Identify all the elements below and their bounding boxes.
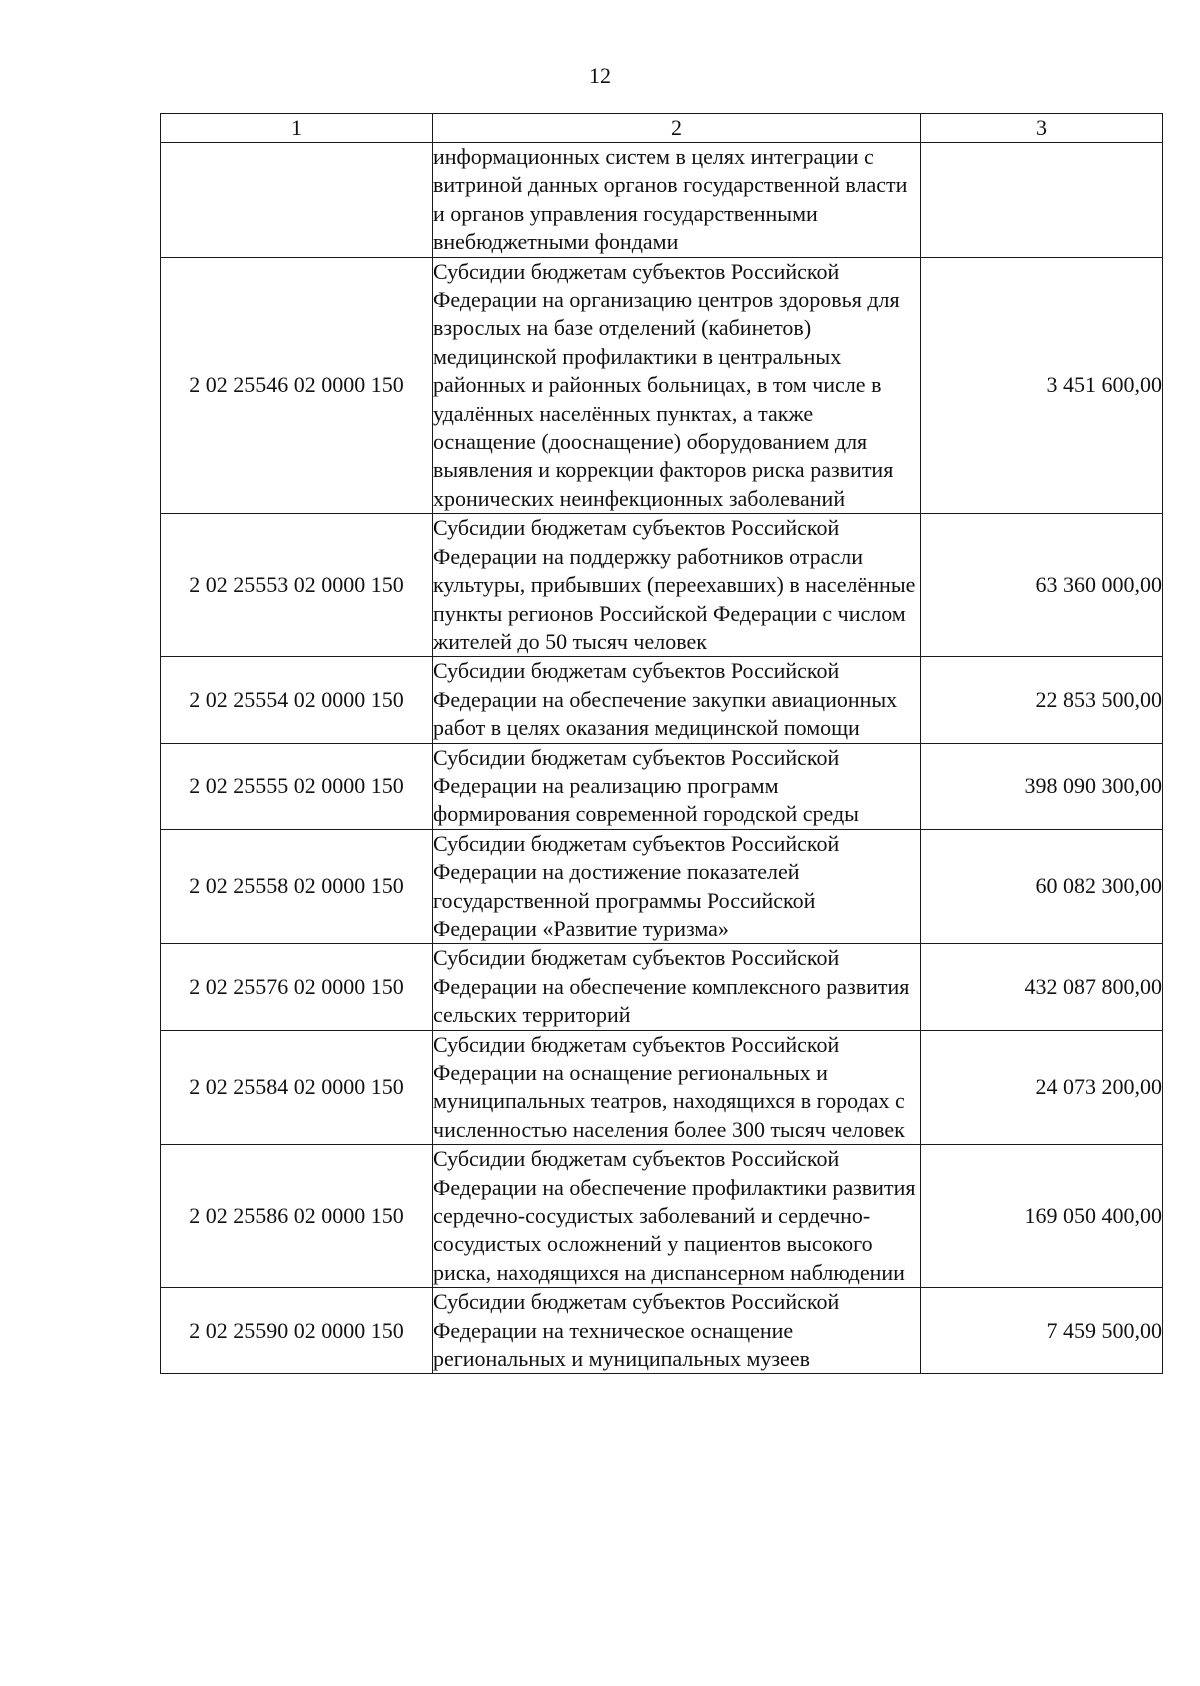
budget-code-cell: 2 02 25546 02 0000 150	[161, 257, 433, 514]
amount-cell: 7 459 500,00	[921, 1288, 1163, 1374]
budget-table	[160, 113, 1163, 1374]
table-header-row	[161, 114, 1163, 143]
amount-cell: 63 360 000,00	[921, 514, 1163, 657]
amount-cell: 398 090 300,00	[921, 743, 1163, 829]
table-row	[161, 143, 1163, 258]
budget-code-cell: 2 02 25576 02 0000 150	[161, 944, 433, 1030]
table-row	[161, 257, 1163, 514]
budget-code-cell: 2 02 25584 02 0000 150	[161, 1030, 433, 1145]
budget-code-cell: 2 02 25555 02 0000 150	[161, 743, 433, 829]
description-cell: Субсидии бюджетам субъектов Российской Федерации на организацию центров здоровья для взрослых на базе отделений (кабинетов) медицинской профилактики в центральных районных и районных больницах, в том числе в удалённых населённых пунктах, а также оснащение (дооснащение) оборудованием для выявления и коррекции факторов риска развития хронических неинфекционных заболеваний	[433, 257, 921, 514]
page-number: 12	[589, 63, 611, 88]
budget-code-cell: 2 02 25553 02 0000 150	[161, 514, 433, 657]
amount-cell	[921, 143, 1163, 258]
description-cell: Субсидии бюджетам субъектов Российской Федерации на оснащение региональных и муниципальных театров, находящихся в городах с численностью населения более 300 тысяч человек	[433, 1030, 921, 1145]
amount-cell: 169 050 400,00	[921, 1145, 1163, 1288]
table-row	[161, 829, 1163, 944]
budget-code-cell: 2 02 25590 02 0000 150	[161, 1288, 433, 1374]
description-cell: Субсидии бюджетам субъектов Российской Федерации на реализацию программ формирования современной городской среды	[433, 743, 921, 829]
description-cell: Субсидии бюджетам субъектов Российской Федерации на обеспечение закупки авиационных работ в целях оказания медицинской помощи	[433, 657, 921, 743]
description-cell: Субсидии бюджетам субъектов Российской Федерации на техническое оснащение региональных и муниципальных музеев	[433, 1288, 921, 1374]
amount-cell: 24 073 200,00	[921, 1030, 1163, 1145]
amount-cell: 22 853 500,00	[921, 657, 1163, 743]
description-cell: Субсидии бюджетам субъектов Российской Федерации на обеспечение комплексного развития сельских территорий	[433, 944, 921, 1030]
column-header-1: 1	[161, 114, 433, 143]
table-row	[161, 514, 1163, 657]
description-cell: информационных систем в целях интеграции с витриной данных органов государственной власти и органов управления государственными внебюджетными фондами	[433, 143, 921, 258]
budget-code-cell: 2 02 25586 02 0000 150	[161, 1145, 433, 1288]
budget-code-cell	[161, 143, 433, 258]
column-header-3: 3	[921, 114, 1163, 143]
amount-cell: 60 082 300,00	[921, 829, 1163, 944]
description-cell: Субсидии бюджетам субъектов Российской Федерации на поддержку работников отрасли культуры, прибывших (переехавших) в населённые пункты регионов Российской Федерации с числом жителей до 50 тысяч человек	[433, 514, 921, 657]
budget-code-cell: 2 02 25554 02 0000 150	[161, 657, 433, 743]
description-cell: Субсидии бюджетам субъектов Российской Федерации на обеспечение профилактики развития сердечно-сосудистых заболеваний и сердечно-сосудистых осложнений у пациентов высокого риска, находящихся на диспансерном наблюдении	[433, 1145, 921, 1288]
table-row	[161, 1288, 1163, 1374]
column-header-2: 2	[433, 114, 921, 143]
table-row	[161, 944, 1163, 1030]
amount-cell: 432 087 800,00	[921, 944, 1163, 1030]
budget-code-cell: 2 02 25558 02 0000 150	[161, 829, 433, 944]
table-row	[161, 657, 1163, 743]
description-cell: Субсидии бюджетам субъектов Российской Федерации на достижение показателей государственной программы Российской Федерации «Развитие туризма»	[433, 829, 921, 944]
table-row	[161, 1145, 1163, 1288]
table-row	[161, 743, 1163, 829]
table-row	[161, 1030, 1163, 1145]
amount-cell: 3 451 600,00	[921, 257, 1163, 514]
